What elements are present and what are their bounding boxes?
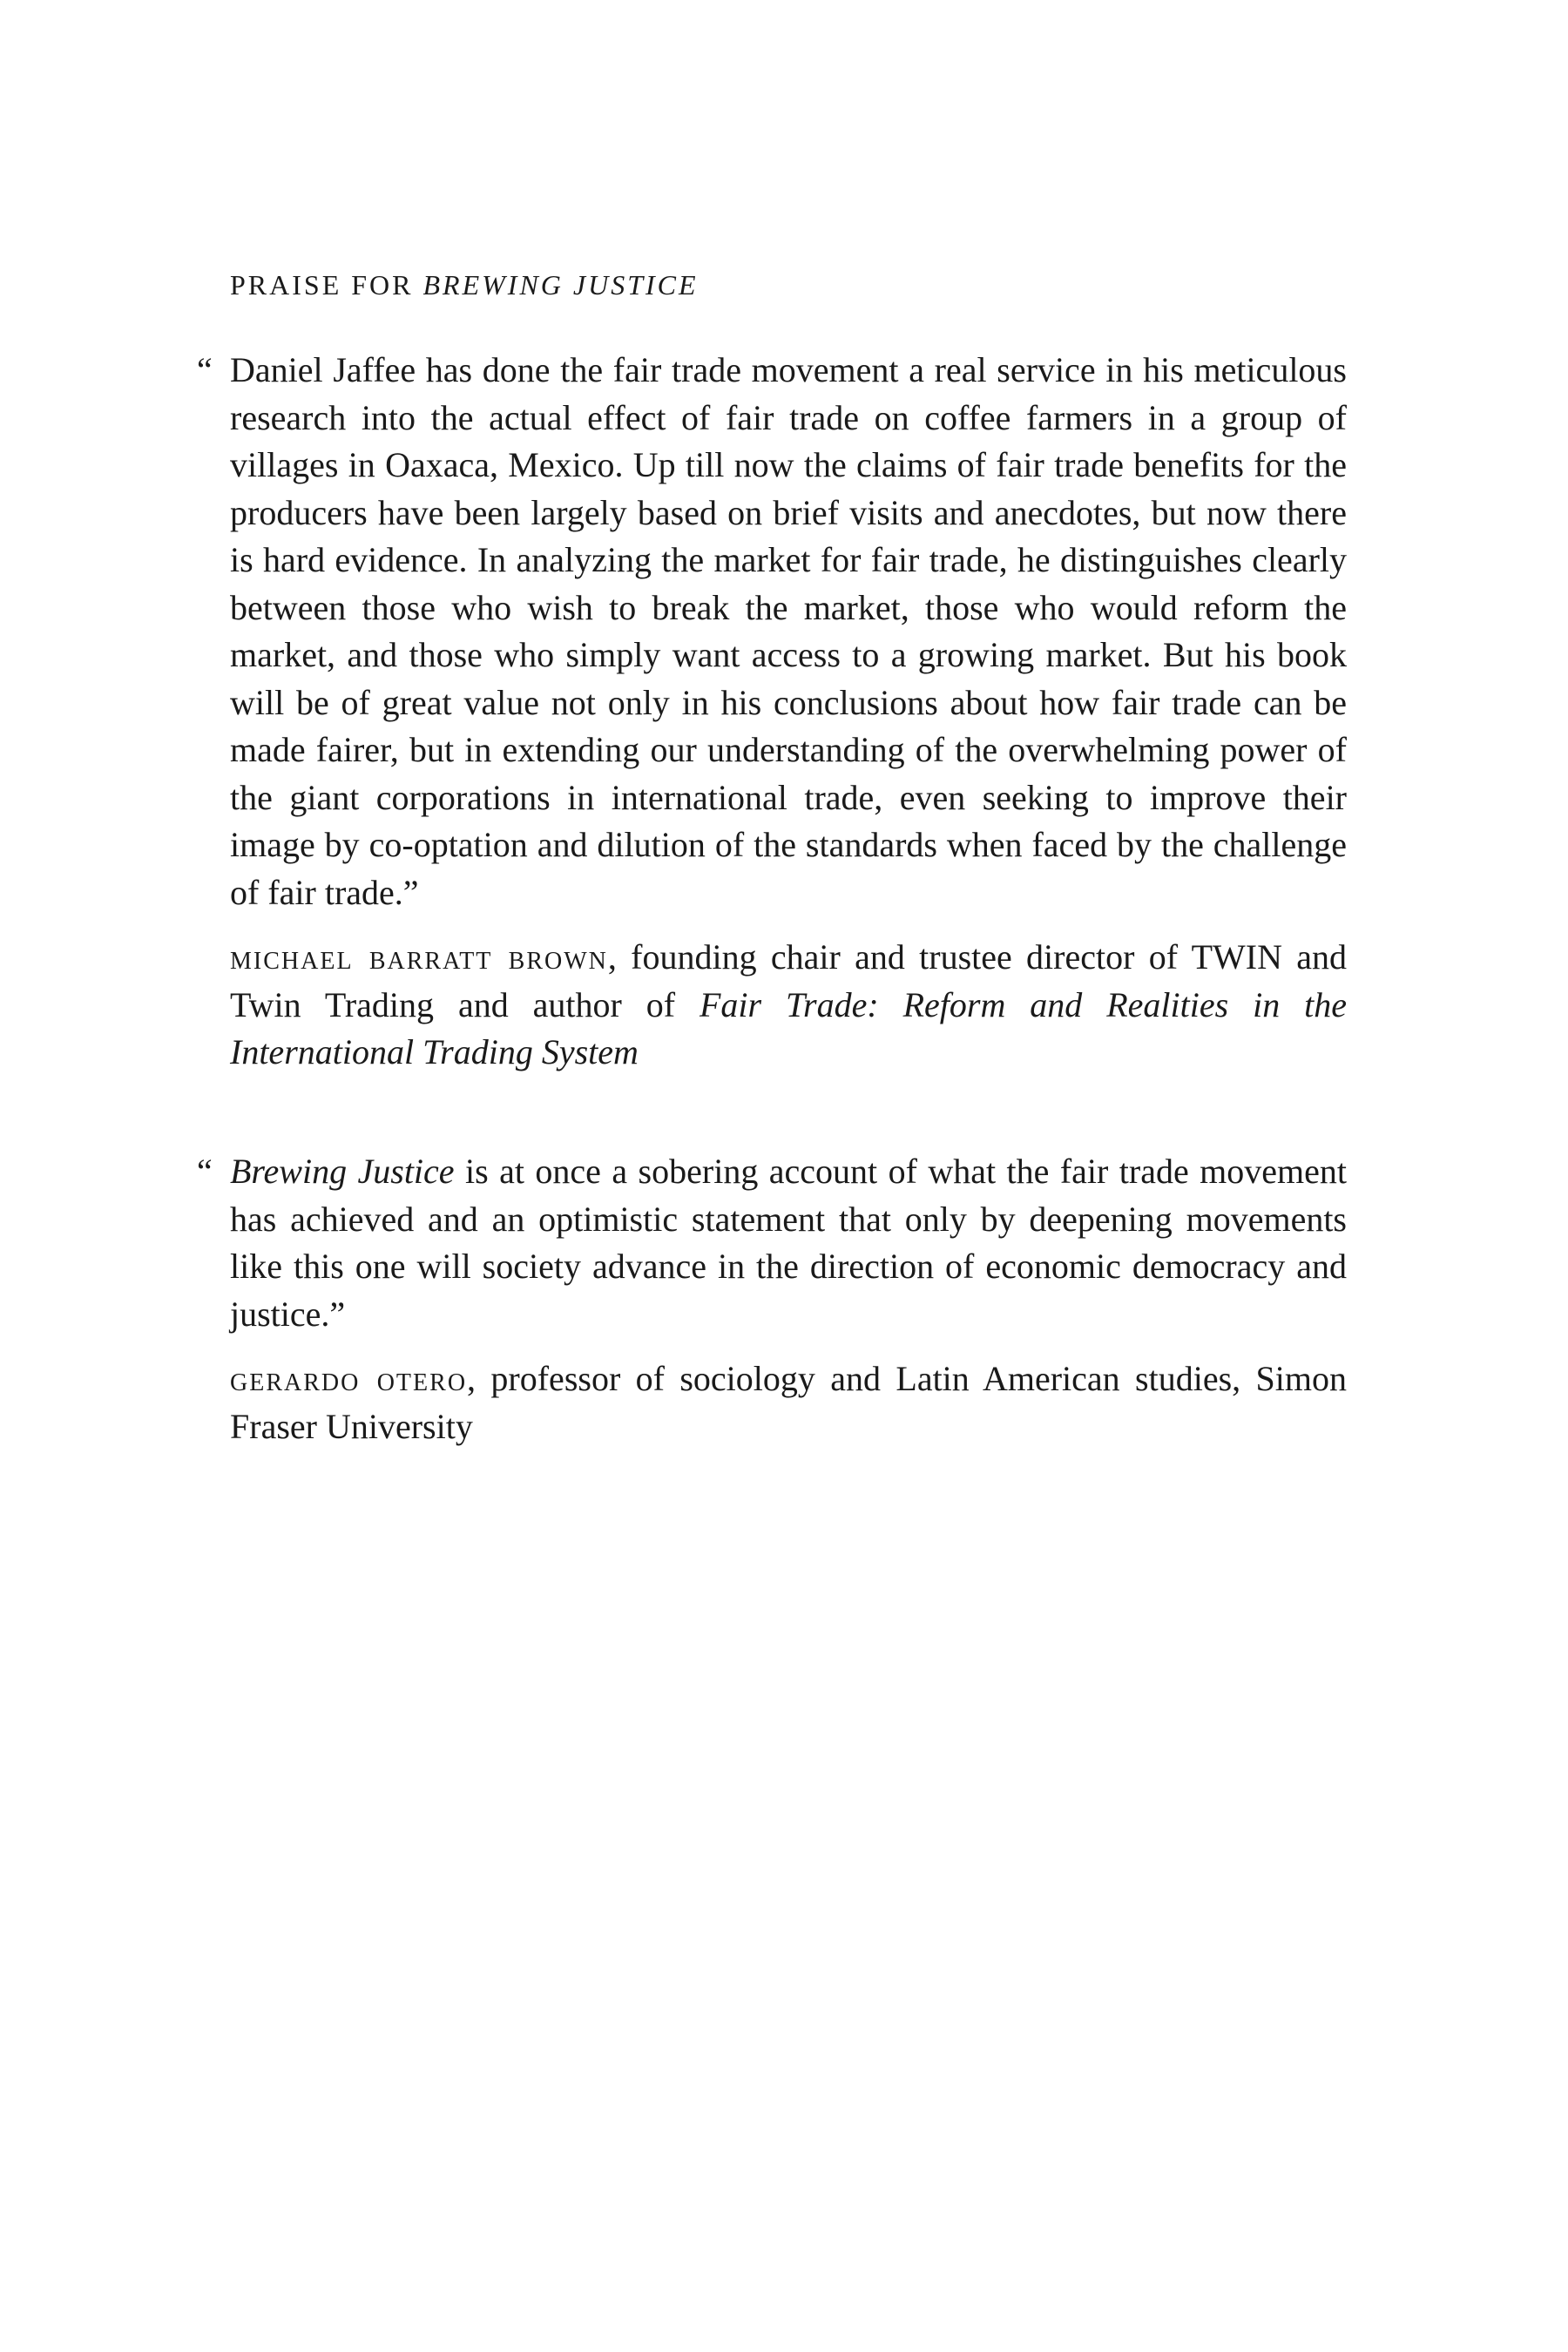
author-role: , professor of sociology and Latin American studies, Simon Fraser University — [230, 1359, 1347, 1446]
page-heading — [230, 263, 699, 307]
quote-book-title: Brewing Justice — [230, 1152, 455, 1191]
praise-block-brown — [197, 347, 1348, 1077]
quote-text: Daniel Jaffee has done the fair trade movement a real service in his meticulous research into the actual effect of fair trade on coffee farmers in a group of villages in Oaxaca, Mexico. Up till now the claims of fair trade benefits for the producers have been largely based on brief visits and anecdotes, but now there is hard evidence. In analyzing the market for fair trade, he distinguishes clearly between those who wish to break the market, those who would reform the market, and those who simply want access to a growing market. But his book will be of great value not only in his conclusions about how fair trade can be made fairer, but in extending our understanding of the overwhelming power of the giant corporations in international trade, even seeking to improve their image by co-optation and dilution of the standards when faced by the challenge of fair trade.” — [230, 350, 1347, 912]
open-quote-mark: “ — [197, 1152, 213, 1191]
open-quote-mark: “ — [197, 350, 213, 389]
praise-attribution — [230, 1355, 1347, 1450]
author-name: gerardo otero — [230, 1359, 468, 1398]
author-book-title: Fair Trade: Reform and Realities in the International Trading System — [230, 984, 1347, 1071]
praise-block-otero — [197, 1148, 1347, 1450]
praise-quote — [197, 347, 1347, 916]
heading-book-title: BREWING JUSTICE — [422, 269, 699, 301]
heading-prefix: PRAISE FOR — [230, 269, 423, 301]
author-role: , founding chair and trustee director of TWIN and Twin Trading and author of — [230, 937, 1348, 1024]
praise-attribution — [230, 934, 1347, 1077]
author-name: michael barratt brown — [230, 937, 608, 977]
praise-quote — [197, 1148, 1347, 1338]
quote-text: is at once a sobering account of what the fair trade movement has achieved and an optimistic statement that only by deepening movements like this one will society advance in the direction of economic democracy and justice.” — [230, 1152, 1347, 1334]
